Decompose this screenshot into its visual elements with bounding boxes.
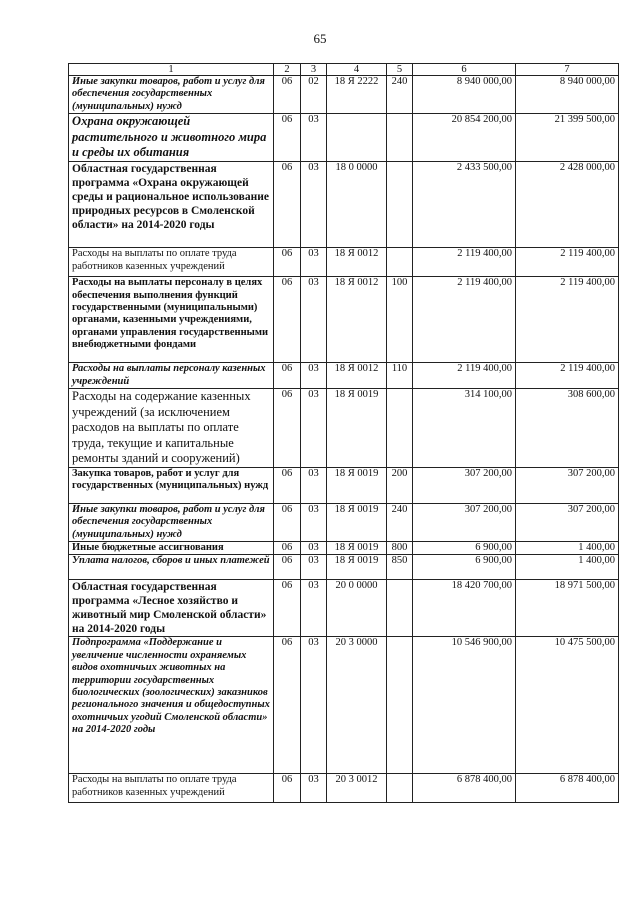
row-name-cell: Подпрограмма «Поддержание и увеличение численности охраняемых видов охотничьих животных на территории государственных биологических (зоологических) заказников регионального значения и общедоступных охотничьих угодий Смоленской области» на 2014-2020 годы: [69, 637, 274, 774]
amount-2019-cell: 6 878 400,00: [413, 774, 516, 803]
expense-type-cell: [387, 162, 413, 248]
header-cell: 7: [516, 64, 619, 76]
header-cell: 1: [69, 64, 274, 76]
subsection-code-cell: 03: [301, 389, 327, 468]
page-number: 65: [313, 31, 327, 46]
row-name-cell: Уплата налогов, сборов и иных платежей: [69, 555, 274, 580]
section-code-cell: 06: [274, 541, 301, 554]
table-row: [69, 467, 619, 503]
budget-table: [68, 63, 619, 803]
expense-type-cell: 110: [387, 363, 413, 389]
section-code-cell: 06: [274, 162, 301, 248]
amount-2020-cell: 2 119 400,00: [516, 248, 619, 277]
target-article-cell: 20 3 0000: [327, 637, 387, 774]
target-article-cell: 20 3 0012: [327, 774, 387, 803]
section-code-cell: 06: [274, 774, 301, 803]
expense-type-cell: [387, 248, 413, 277]
table-row: [69, 76, 619, 114]
row-name-cell: Иные бюджетные ассигнования: [69, 541, 274, 554]
table-row: [69, 637, 619, 774]
table-row: [69, 389, 619, 468]
table-row: [69, 248, 619, 277]
section-code-cell: 06: [274, 277, 301, 363]
section-code-cell: 06: [274, 637, 301, 774]
target-article-cell: 18 0 0000: [327, 162, 387, 248]
table-row: [69, 162, 619, 248]
amount-2020-cell: 307 200,00: [516, 467, 619, 503]
subsection-code-cell: 03: [301, 774, 327, 803]
subsection-code-cell: 03: [301, 580, 327, 637]
amount-2019-cell: 6 900,00: [413, 541, 516, 554]
amount-2020-cell: 10 475 500,00: [516, 637, 619, 774]
row-name-cell: Иные закупки товаров, работ и услуг для обеспечения государственных (муниципальных) нужд: [69, 76, 274, 114]
header-cell: 6: [413, 64, 516, 76]
subsection-code-cell: 03: [301, 467, 327, 503]
amount-2019-cell: 307 200,00: [413, 503, 516, 541]
amount-2020-cell: 308 600,00: [516, 389, 619, 468]
amount-2020-cell: 1 400,00: [516, 555, 619, 580]
row-name-cell: Охрана окружающей растительного и животного мира и среды их обитания: [69, 114, 274, 162]
target-article-cell: 18 Я 0012: [327, 363, 387, 389]
section-code-cell: 06: [274, 114, 301, 162]
subsection-code-cell: 03: [301, 114, 327, 162]
row-name-cell: Расходы на выплаты персоналу казенных учреждений: [69, 363, 274, 389]
row-name-cell: Иные закупки товаров, работ и услуг для обеспечения государственных (муниципальных) нужд: [69, 503, 274, 541]
target-article-cell: 18 Я 0019: [327, 541, 387, 554]
table-row: [69, 363, 619, 389]
table-row: [69, 580, 619, 637]
section-code-cell: 06: [274, 248, 301, 277]
amount-2019-cell: 2 119 400,00: [413, 277, 516, 363]
target-article-cell: 18 Я 0012: [327, 248, 387, 277]
table-row: [69, 114, 619, 162]
expense-type-cell: 200: [387, 467, 413, 503]
header-cell: 3: [301, 64, 327, 76]
amount-2019-cell: 10 546 900,00: [413, 637, 516, 774]
expense-type-cell: [387, 637, 413, 774]
target-article-cell: 18 Я 0012: [327, 277, 387, 363]
section-code-cell: 06: [274, 363, 301, 389]
amount-2019-cell: 2 119 400,00: [413, 248, 516, 277]
subsection-code-cell: 03: [301, 363, 327, 389]
target-article-cell: [327, 114, 387, 162]
section-code-cell: 06: [274, 555, 301, 580]
subsection-code-cell: 03: [301, 162, 327, 248]
header-cell: 2: [274, 64, 301, 76]
row-name-cell: Расходы на выплаты по оплате труда работников казенных учреждений: [69, 774, 274, 803]
amount-2020-cell: 2 428 000,00: [516, 162, 619, 248]
subsection-code-cell: 03: [301, 555, 327, 580]
expense-type-cell: [387, 774, 413, 803]
amount-2020-cell: 2 119 400,00: [516, 277, 619, 363]
expense-type-cell: 850: [387, 555, 413, 580]
row-name-cell: Закупка товаров, работ и услуг для государственных (муниципальных) нужд: [69, 467, 274, 503]
header-cell: 4: [327, 64, 387, 76]
expense-type-cell: [387, 389, 413, 468]
amount-2020-cell: 18 971 500,00: [516, 580, 619, 637]
amount-2019-cell: 314 100,00: [413, 389, 516, 468]
subsection-code-cell: 03: [301, 248, 327, 277]
subsection-code-cell: 02: [301, 76, 327, 114]
target-article-cell: 20 0 0000: [327, 580, 387, 637]
subsection-code-cell: 03: [301, 503, 327, 541]
subsection-code-cell: 03: [301, 541, 327, 554]
amount-2019-cell: 2 433 500,00: [413, 162, 516, 248]
subsection-code-cell: 03: [301, 277, 327, 363]
amount-2020-cell: 307 200,00: [516, 503, 619, 541]
section-code-cell: 06: [274, 467, 301, 503]
amount-2020-cell: 2 119 400,00: [516, 363, 619, 389]
subsection-code-cell: 03: [301, 637, 327, 774]
header-row: [69, 64, 619, 76]
section-code-cell: 06: [274, 580, 301, 637]
target-article-cell: 18 Я 0019: [327, 555, 387, 580]
table-row: [69, 555, 619, 580]
target-article-cell: 18 Я 0019: [327, 467, 387, 503]
row-name-cell: Расходы на выплаты персоналу в целях обеспечения выполнения функций государственными (муниципальными) органами, казенными учреждениями, органами управления государственными внебюджетными фондами: [69, 277, 274, 363]
amount-2020-cell: 6 878 400,00: [516, 774, 619, 803]
expense-type-cell: 240: [387, 503, 413, 541]
target-article-cell: 18 Я 0019: [327, 503, 387, 541]
table-row: [69, 277, 619, 363]
amount-2019-cell: 307 200,00: [413, 467, 516, 503]
expense-type-cell: 100: [387, 277, 413, 363]
amount-2019-cell: 6 900,00: [413, 555, 516, 580]
expense-type-cell: [387, 114, 413, 162]
amount-2020-cell: 1 400,00: [516, 541, 619, 554]
expense-type-cell: [387, 580, 413, 637]
row-name-cell: Расходы на выплаты по оплате труда работников казенных учреждений: [69, 248, 274, 277]
table-row: [69, 503, 619, 541]
table-row: [69, 774, 619, 803]
amount-2020-cell: 21 399 500,00: [516, 114, 619, 162]
amount-2020-cell: 8 940 000,00: [516, 76, 619, 114]
section-code-cell: 06: [274, 503, 301, 541]
section-code-cell: 06: [274, 76, 301, 114]
target-article-cell: 18 Я 0019: [327, 389, 387, 468]
table-row: [69, 541, 619, 554]
expense-type-cell: 800: [387, 541, 413, 554]
amount-2019-cell: 2 119 400,00: [413, 363, 516, 389]
row-name-cell: Областная государственная программа «Лесное хозяйство и животный мир Смоленской области» на 2014-2020 годы: [69, 580, 274, 637]
row-name-cell: Расходы на содержание казенных учреждений (за исключением расходов на выплаты по оплате труда, текущие и капитальные ремонты зданий и сооружений): [69, 389, 274, 468]
amount-2019-cell: 20 854 200,00: [413, 114, 516, 162]
row-name-cell: Областная государственная программа «Охрана окружающей среды и рациональное использование природных ресурсов в Смоленской области» на 2014-2020 годы: [69, 162, 274, 248]
amount-2019-cell: 18 420 700,00: [413, 580, 516, 637]
expense-type-cell: 240: [387, 76, 413, 114]
header-cell: 5: [387, 64, 413, 76]
target-article-cell: 18 Я 2222: [327, 76, 387, 114]
amount-2019-cell: 8 940 000,00: [413, 76, 516, 114]
section-code-cell: 06: [274, 389, 301, 468]
